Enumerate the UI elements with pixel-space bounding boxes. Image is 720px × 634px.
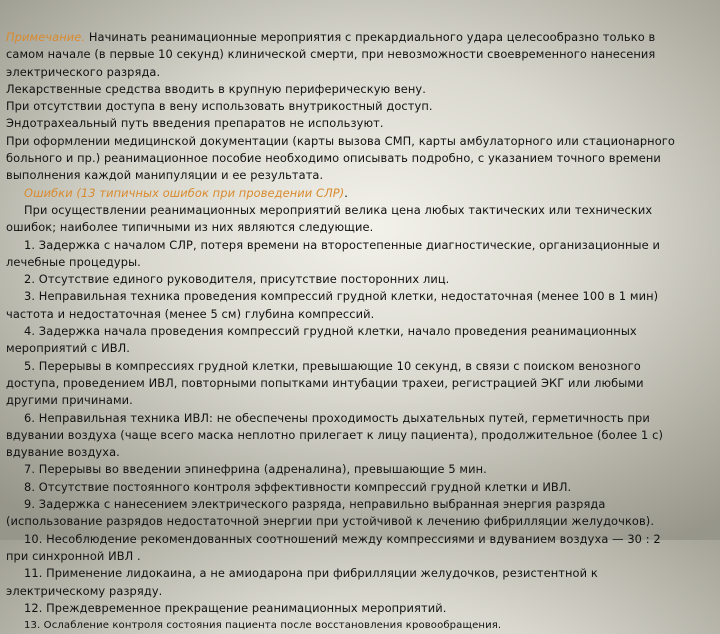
error-item: 8. Отсутствие постоянного контроля эффективности компрессий грудной клетки и ИВЛ.: [24, 479, 572, 494]
error-item: 7. Перерывы во введении эпинефрина (адреналина), превышающие 5 мин.: [24, 462, 487, 477]
error-item-continued: вдувании воздуха (чаще всего маска неплотно прилегает к лицу пациента), продолжительное (более 1 с): [6, 427, 663, 442]
note-line: [6, 29, 714, 46]
note-line: выполнения каждой манипуляции и ее результата.: [6, 168, 324, 183]
note-line: Эндотрахеальный путь введения препаратов не используют.: [6, 116, 384, 131]
error-item-continued: другими причинами.: [6, 393, 133, 408]
note-line: больного и пр.) реанимационное пособие необходимо описывать подробно, с указанием точного времени: [6, 151, 661, 166]
error-item: 6. Неправильная техника ИВЛ: не обеспечены проходимость дыхательных путей, герметичность при: [24, 410, 650, 425]
error-item: 10. Несоблюдение рекомендованных соотношений между компрессиями и вдуванием воздуха — 30 : 2: [24, 531, 661, 546]
error-item: 3. Неправильная техника проведения компрессий грудной клетки, недостаточная (менее 100 в 1 мин): [24, 289, 659, 304]
note-line: Лекарственные средства вводить в крупную периферическую вену.: [6, 81, 426, 96]
error-item-continued: при синхронной ИВЛ .: [6, 548, 141, 563]
error-item: 4. Задержка начала проведения компрессий грудной клетки, начало проведения реанимационных: [24, 324, 637, 339]
error-item-continued: (использование разрядов недостаточной энергии при устойчивой к лечению фибрилляции желудочков).: [6, 514, 655, 529]
note-line: При оформлении медицинской документации (карты вызова СМП, карты амбулаторного или стационарного: [6, 133, 675, 148]
errors-heading: [6, 185, 714, 202]
error-item: 11. Применение лидокаина, а не амиодарона при фибрилляции желудочков, резистентной к: [24, 566, 598, 581]
error-item: 9. Задержка с нанесением электрического разряда, неправильно выбранная энергия разряда: [24, 497, 606, 512]
note-line: При отсутствии доступа в вену использовать внутрикостный доступ.: [6, 99, 433, 114]
error-item: 12. Преждевременное прекращение реанимационных мероприятий.: [24, 600, 447, 615]
error-item-continued: частота и недостаточная (менее 5 см) глубина компрессий.: [6, 306, 375, 321]
error-item-continued: лечебные процедуры.: [6, 254, 141, 269]
error-item: 5. Перерывы в компрессиях грудной клетки, превышающие 10 секунд, в связи с поиском венозного: [24, 358, 641, 373]
errors-intro: ошибок; наиболее типичными из них являются следующие.: [6, 220, 374, 235]
error-item-continued: мероприятий с ИВЛ.: [6, 341, 130, 356]
error-item-continued: вдувание воздуха.: [6, 445, 120, 460]
errors-heading-suffix: .: [344, 185, 348, 200]
note-line: электрического разряда.: [6, 64, 161, 79]
note-label: Примечание.: [6, 30, 86, 44]
slide-content: [6, 29, 714, 634]
errors-intro: При осуществлении реанимационных мероприятий велика цена любых тактических или технических: [24, 202, 653, 217]
error-item-continued: доступа, проведением ИВЛ, повторными попытками интубации трахеи, регистрацией ЭКГ или любыми: [6, 375, 644, 390]
error-item-continued: электрическому разряду.: [6, 583, 163, 598]
error-item: 1. Задержка с началом СЛР, потеря времени на второстепенные диагностические, организационные и: [24, 237, 660, 252]
errors-heading-text: Ошибки (13 типичных ошибок при проведении СЛР): [24, 185, 345, 200]
note-line: самом начале (в первые 10 секунд) клинической смерти, при невозможности своевременного нанесения: [6, 47, 656, 62]
error-item: 13. Ослабление контроля состояния пациента после восстановления кровообращения.: [24, 620, 502, 632]
error-item: 2. Отсутствие единого руководителя, присутствие посторонних лиц.: [24, 272, 450, 287]
note-text: Начинать реанимационные мероприятия с прекардиального удара целесообразно только в: [88, 30, 656, 44]
